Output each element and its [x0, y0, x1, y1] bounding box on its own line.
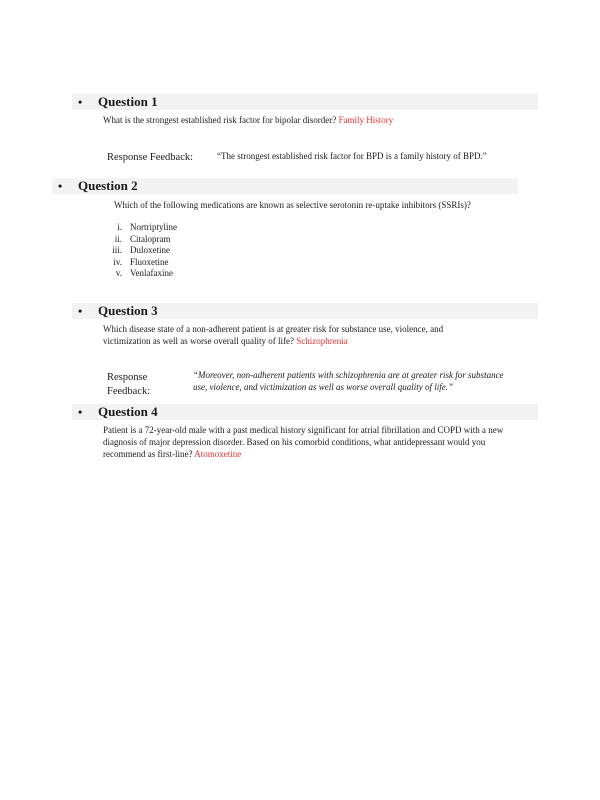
option-item: i. Nortriptyline: [117, 222, 177, 232]
question-1-prompt: [103, 114, 543, 126]
option-item: iii. Duloxetine: [112, 245, 170, 255]
bullet-icon: •: [78, 304, 83, 318]
question-1-feedback: “The strongest established risk factor for BPD is a family history of BPD.”: [217, 151, 487, 161]
question-4-header: [72, 404, 538, 420]
question-3-header: [72, 303, 538, 319]
question-1-prompt-text: What is the strongest established risk factor for bipolar disorder?: [103, 115, 337, 125]
bullet-icon: •: [78, 95, 83, 109]
question-3-feedback-label: Response Feedback:: [107, 372, 151, 397]
question-3-prompt-line-2: victimization as well as worse overall quality of life? Schizophrenia: [103, 336, 348, 346]
question-4-prompt-line-3: recommend as first-line? Atomoxetine: [103, 449, 242, 459]
question-1-answer: Family History: [338, 115, 394, 125]
question-1-feedback-label: Response Feedback:: [107, 152, 194, 163]
option-item: iv. Fluoxetine: [113, 256, 169, 267]
option-item: v. Venlafaxine: [115, 268, 173, 278]
question-2-header: [52, 178, 518, 194]
question-4-prompt-line-2: diagnosis of major depression disorder. Based on his comorbid conditions, what antidepressant would you: [103, 437, 486, 447]
question-4-prompt: [103, 424, 553, 460]
question-3-answer: Schizophrenia: [296, 336, 348, 346]
option-item: ii. Citalopram: [114, 233, 171, 244]
question-3-title: Question 3: [98, 303, 158, 318]
question-1-title: Question 1: [98, 94, 158, 109]
question-4-title: Question 4: [98, 404, 158, 419]
question-2-title: Question 2: [78, 178, 138, 193]
question-3-prompt-line-1: Which disease state of a non-adherent patient is at greater risk for substance use, violence, and: [103, 324, 444, 334]
question-3-prompt: [103, 323, 543, 347]
bullet-icon: •: [58, 179, 63, 193]
question-2-options: [108, 222, 308, 280]
question-3-feedback: “Moreover, non-adherent patients with schizophrenia are at greater risk for substance use, violence, and victimization as well as worse overall quality of life.”: [193, 370, 504, 392]
question-2-prompt: Which of the following medications are known as selective serotonin re-uptake inhibitors (SSRIs)?: [114, 200, 471, 210]
question-1-header: [72, 94, 538, 110]
question-4-prompt-line-1: Patient is a 72-year-old male with a past medical history significant for atrial fibrillation and COPD with a new: [103, 425, 504, 435]
bullet-icon: •: [78, 405, 83, 419]
question-4-answer: Atomoxetine: [194, 449, 242, 459]
